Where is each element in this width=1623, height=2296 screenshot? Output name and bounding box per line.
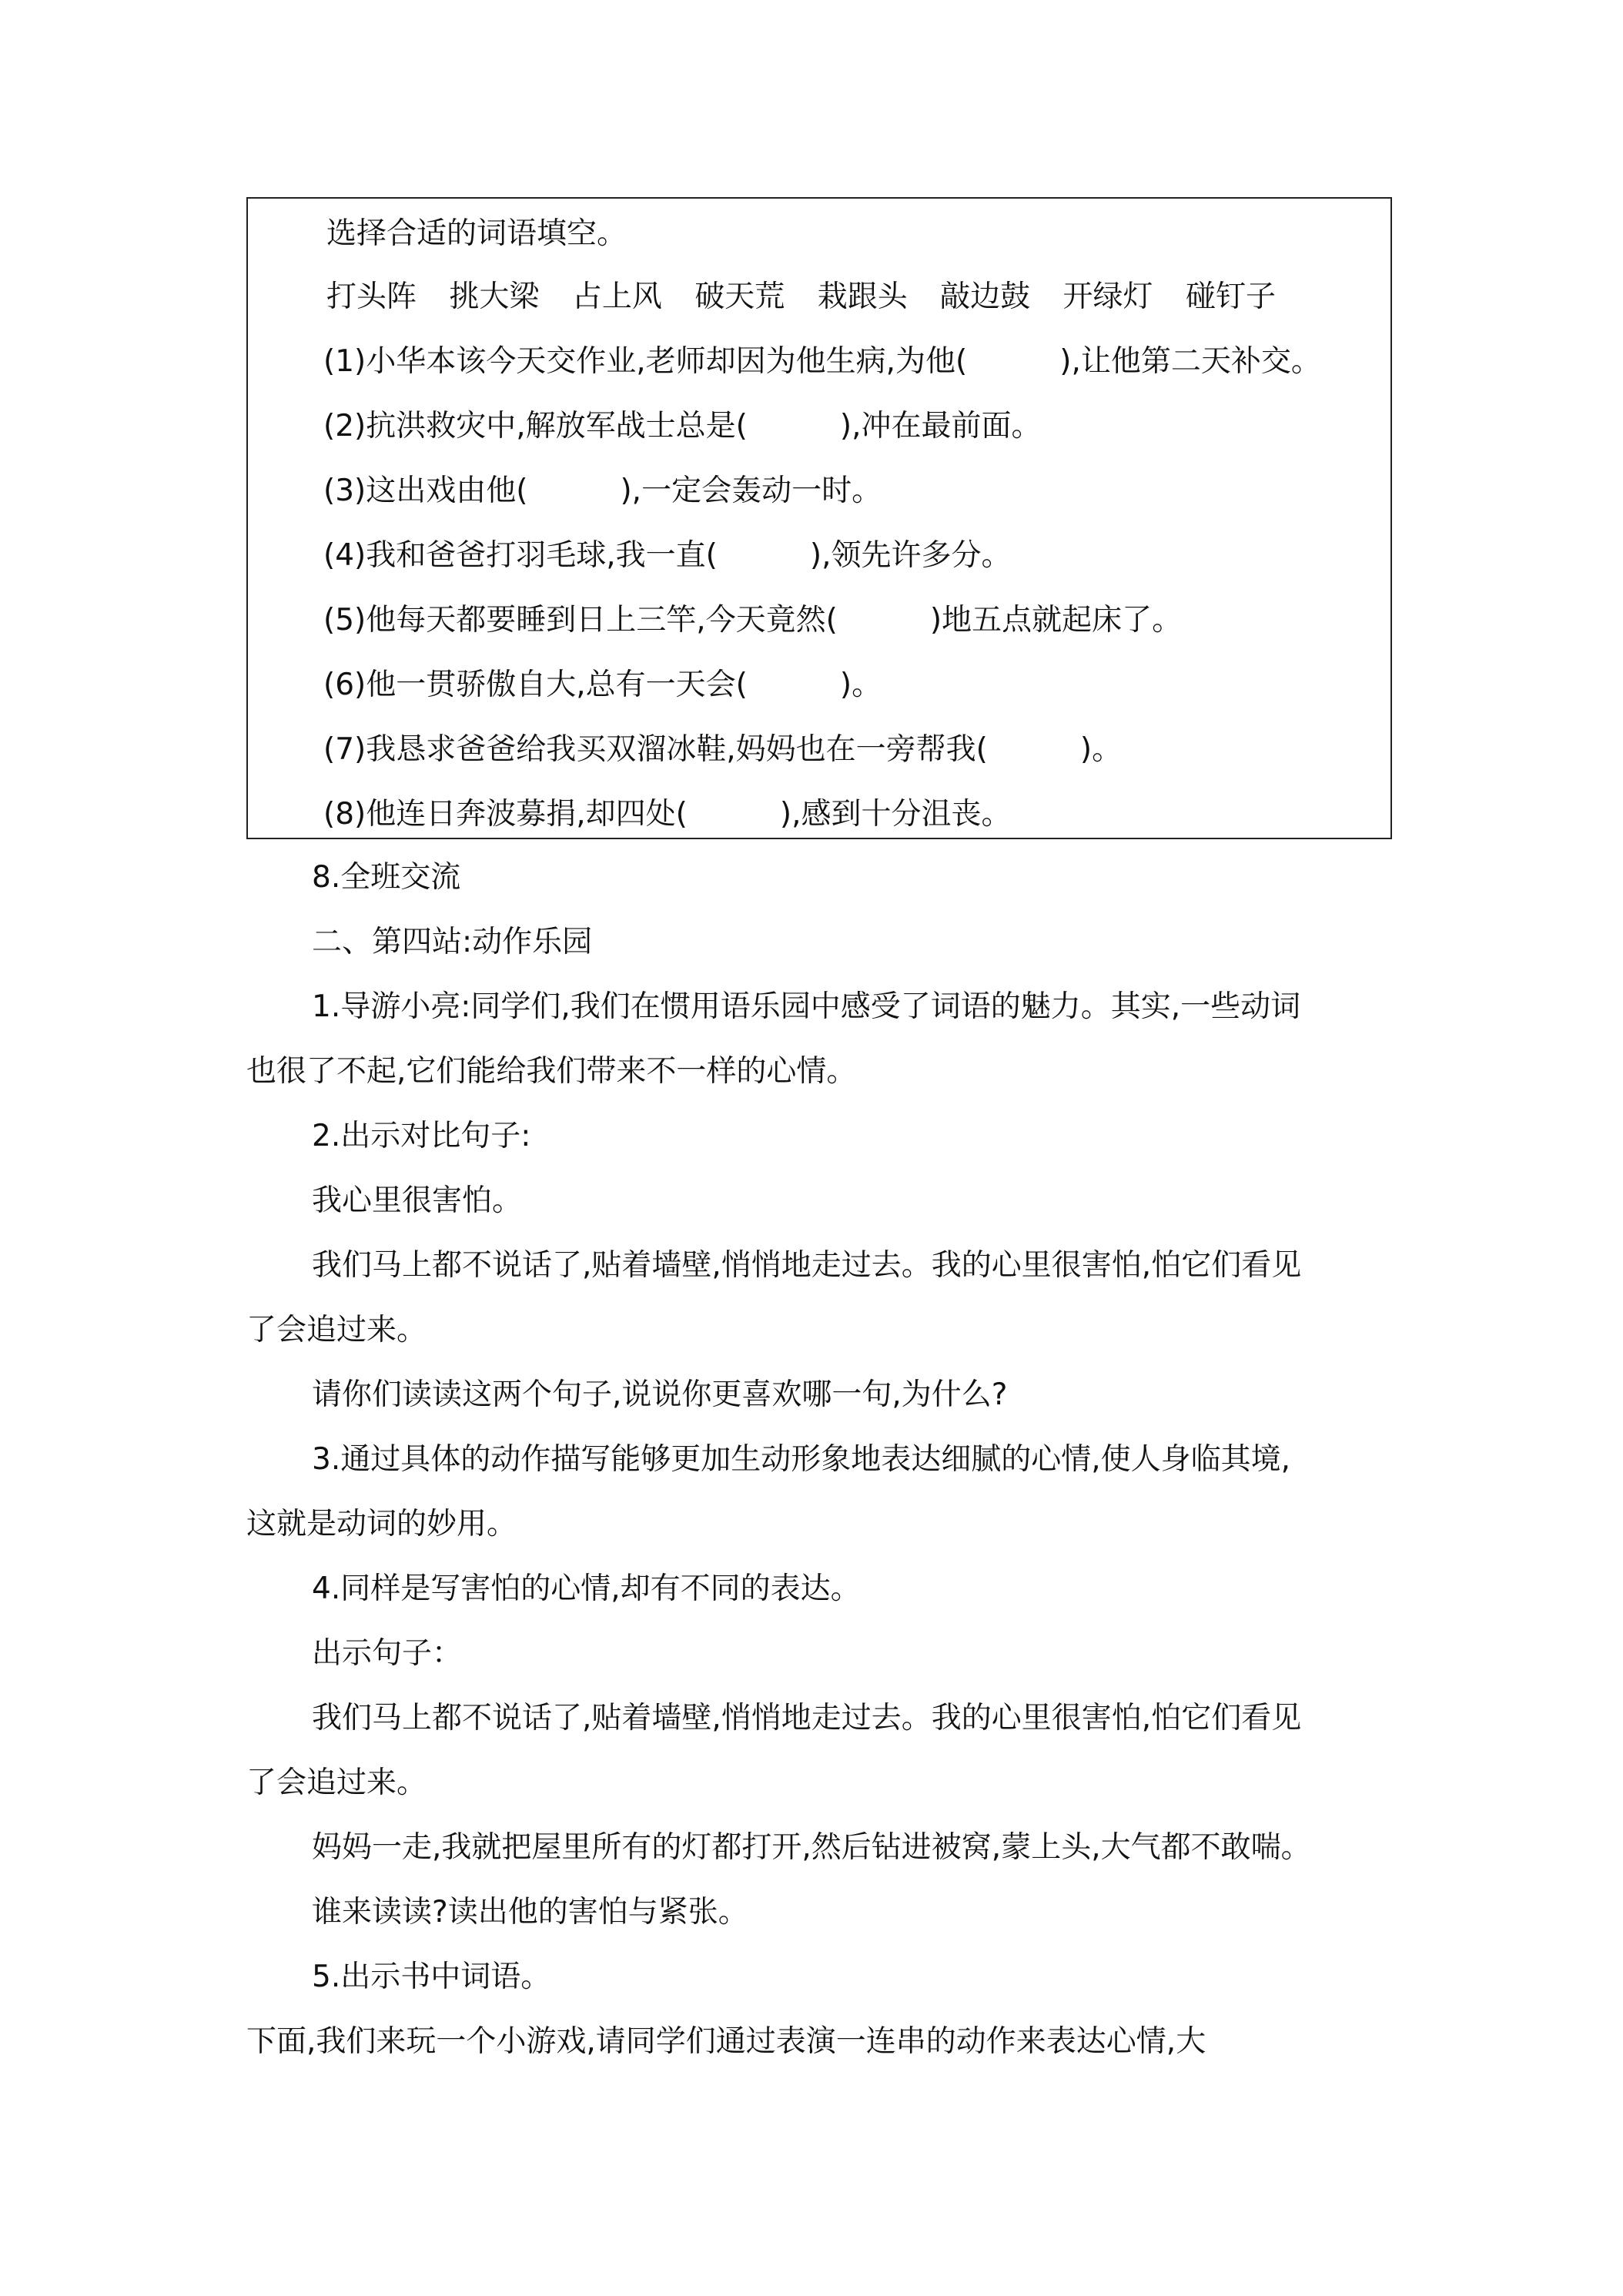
paragraph: 出示句子： [312, 1636, 463, 1671]
section-heading: 二、第四站:动作乐园 [312, 925, 593, 959]
paragraph: 了会追过来。 [246, 1766, 427, 1800]
paragraph: 这就是动词的妙用。 [246, 1507, 517, 1541]
exercise-box [246, 197, 1392, 839]
paragraph: 下面,我们来玩一个小游戏,请同学们通过表演一连串的动作来表达心情,大 [246, 2024, 1206, 2059]
word-bank-word: 挑大梁 [449, 279, 540, 314]
paragraph: 请你们读读这两个句子,说说你更喜欢哪一句,为什么? [312, 1377, 1008, 1412]
word-bank-word: 开绿灯 [1062, 279, 1153, 314]
paragraph: 谁来读读?读出他的害怕与紧张。 [312, 1895, 748, 1930]
word-bank-word: 栽跟头 [817, 279, 908, 314]
paragraph: 我们马上都不说话了,贴着墙壁,悄悄地走过去。我的心里很害怕,怕它们看见 [312, 1248, 1302, 1283]
exercise-item: (2)抗洪救灾中,解放军战士总是( ),冲在最前面。 [323, 409, 1042, 443]
exercise-item: (1)小华本该今天交作业,老师却因为他生病,为他( ),让他第二天补交。 [323, 344, 1321, 379]
paragraph: 4.同样是写害怕的心情,却有不同的表达。 [312, 1571, 861, 1606]
paragraph: 了会追过来。 [246, 1313, 427, 1347]
word-bank [326, 274, 1299, 320]
exercise-item: (8)他连日奔波募捐,却四处( ),感到十分沮丧。 [323, 797, 1012, 832]
exercise-item: (5)他每天都要睡到日上三竿,今天竟然( )地五点就起床了。 [323, 603, 1183, 638]
paragraph: 3.通过具体的动作描写能够更加生动形象地表达细腻的心情,使人身临其境, [312, 1442, 1291, 1477]
exercise-item: (4)我和爸爸打羽毛球,我一直( ),领先许多分。 [323, 538, 1012, 573]
paragraph: 我们马上都不说话了,贴着墙壁,悄悄地走过去。我的心里很害怕,怕它们看见 [312, 1701, 1302, 1735]
word-bank-word: 破天荒 [694, 279, 785, 314]
paragraph: 5.出示书中词语。 [312, 1960, 551, 1994]
exercise-item: (7)我恳求爸爸给我买双溜冰鞋,妈妈也在一旁帮我( )。 [323, 732, 1123, 767]
paragraph: 1.导游小亮:同学们,我们在惯用语乐园中感受了词语的魅力。其实,一些动词 [312, 989, 1301, 1024]
exercise-item: (3)这出戏由他( ),一定会轰动一时。 [323, 474, 882, 508]
paragraph: 也很了不起,它们能给我们带来不一样的心情。 [246, 1054, 857, 1089]
paragraph: 2.出示对比句子: [312, 1119, 531, 1153]
word-bank-word: 敲边鼓 [940, 279, 1031, 314]
exercise-instruction: 选择合适的词语填空。 [326, 216, 627, 251]
word-bank-word: 占上风 [571, 279, 662, 314]
paragraph: 8.全班交流 [312, 860, 461, 895]
paragraph: 我心里很害怕。 [312, 1183, 523, 1218]
paragraph: 妈妈一走,我就把屋里所有的灯都打开,然后钻进被窝,蒙上头,大气都不敢喘。 [312, 1830, 1311, 1865]
exercise-item: (6)他一贯骄傲自大,总有一天会( )。 [323, 668, 882, 702]
word-bank-word: 碰钉子 [1185, 279, 1276, 314]
word-bank-word: 打头阵 [326, 279, 417, 314]
